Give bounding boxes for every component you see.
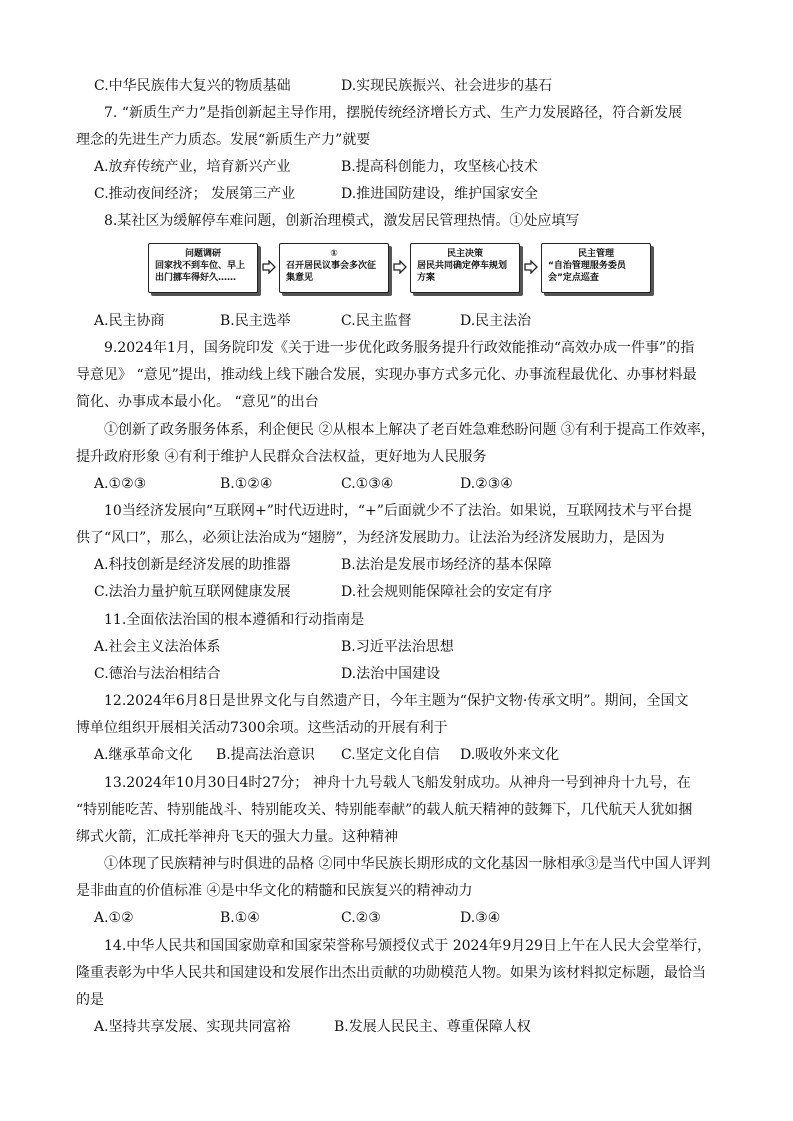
flow-arrow-3 — [524, 260, 538, 274]
q9-items-line1: ①创新了政务服务体系，利企便民 ②从根本上解决了老百姓急难愁盼问题 ③有利于提高工作效率， — [104, 422, 715, 438]
q11-option-b: B.习近平法治思想 — [341, 639, 454, 655]
flow-box-blank — [279, 243, 389, 293]
q14-option-b: B.发展人民民主、尊重保障人权 — [334, 1019, 531, 1035]
q11-stem: 11.全面依法治国的根本遵循和行动指南是 — [104, 612, 365, 628]
flow-box-blank-title: ① — [330, 249, 338, 259]
q12-option-d: D.吸收外来文化 — [460, 747, 560, 763]
q12-stem-line1: 12.2024年6月8日是世界文化与自然遗产日，今年主题为“保护文物·传承文明”。期间，全国文 — [104, 693, 689, 709]
q13-items-line2: 是非曲直的价值标准 ④是中华文化的精髓和民族复兴的精神动力 — [76, 883, 473, 899]
q8-option-b: B.民主选举 — [220, 313, 291, 329]
flow-box-decision-text: 居民共同确定停车规划方案 — [417, 261, 508, 283]
q13-items-line1: ①体现了民族精神与时俱进的品格 ②同中华民族长期形成的文化基因一脉相承③是当代中国人评判 — [104, 856, 711, 872]
flow-diagram — [148, 243, 648, 299]
flow-box-survey — [148, 243, 258, 293]
flow-box-management — [541, 243, 651, 293]
q7-option-a: A.放弃传统产业，培育新兴产业 — [94, 159, 291, 175]
q13-stem-line1: 13.2024年10月30日4时27分； 神舟十九号载人飞船发射成功。从神舟一号到神舟十九号，在 — [104, 775, 691, 791]
q11-option-c: C.德治与法治相结合 — [94, 666, 221, 682]
q9-stem-line2: 导意见》 “意见”提出，推动线上线下融合发展，实现办事方式多元化、办事流程最优化、办事材料最 — [76, 367, 697, 383]
flow-arrow-1 — [262, 260, 276, 274]
q7-option-c: C.推动夜间经济； 发展第三产业 — [94, 186, 296, 202]
q8-stem: 8.某社区为缓解停车难问题，创新治理模式，激发居民管理热情。①处应填写 — [104, 213, 580, 229]
q9-stem-line3: 简化、办事成本最小化。 “意见”的出台 — [76, 394, 319, 410]
flow-box-decision-title: 民主决策 — [446, 249, 483, 259]
q14-stem-line3: 的是 — [76, 992, 104, 1008]
q11-option-a: A.社会主义法治体系 — [94, 639, 221, 655]
q7-option-d: D.推进国防建设，维护国家安全 — [341, 186, 539, 202]
q10-stem-line1: 10当经济发展向“互联网+”时代迈进时，“+”后面就少不了法治。如果说，互联网技术与平台提 — [104, 503, 692, 519]
flow-box-survey-title: 问题调研 — [184, 249, 221, 259]
q10-option-d: D.社会规则能保障社会的安定有序 — [341, 584, 553, 600]
flow-box-decision — [410, 243, 520, 293]
flow-arrow-2 — [393, 260, 407, 274]
q9-option-a: A.①②③ — [94, 476, 147, 492]
flow-box-survey-text: 回家找不到车位、早上出门挪车得好久…… — [155, 261, 246, 283]
q7-option-b: B.提高科创能力，攻坚核心技术 — [341, 159, 538, 175]
q9-items-line2: 提升政府形象 ④有利于维护人民群众合法权益，更好地为人民服务 — [76, 449, 487, 465]
q13-option-c: C.②③ — [341, 910, 381, 926]
q12-option-c: C.坚定文化自信 — [341, 747, 440, 763]
q8-option-a: A.民主协商 — [94, 313, 165, 329]
q9-stem-line1: 9.2024年1月，国务院印发《关于进一步优化政务服务提升行政效能推动“高效办成一件事”的指 — [104, 340, 695, 356]
q14-stem-line2: 隆重表彰为中华人民共和国建设和发展作出杰出贡献的功勋模范人物。如果为该材料拟定标题，最恰当 — [76, 965, 706, 981]
q6-option-c: C.中华民族伟大复兴的物质基础 — [94, 78, 291, 94]
q13-stem-line3: 绑式火箭，汇成托举神舟飞天的强大力量。这种精神 — [76, 829, 398, 845]
q13-stem-line2: “特别能吃苦、特别能战斗、特别能攻关、特别能奉献”的载人航天精神的鼓舞下，几代航天人犹如捆 — [76, 802, 693, 818]
q9-option-c: C.①③④ — [341, 476, 394, 492]
q10-option-c: C.法治力量护航互联网健康发展 — [94, 584, 291, 600]
q6-option-d: D.实现民族振兴、社会进步的基石 — [341, 78, 553, 94]
q10-option-b: B.法治是发展市场经济的基本保障 — [341, 557, 552, 573]
q10-option-a: A.科技创新是经济发展的助推器 — [94, 557, 291, 573]
q13-option-a: A.①② — [94, 910, 134, 926]
q12-option-b: B.提高法治意识 — [216, 747, 315, 763]
flow-box-management-title: 民主管理 — [577, 249, 614, 259]
flow-box-blank-text: 召开居民议事会多次征集意见 — [286, 261, 377, 283]
q8-option-d: D.民主法治 — [460, 313, 532, 329]
q10-stem-line2: 供了“风口”，那么，必须让法治成为“翅膀”，为经济发展助力。让法治为经济发展助力，是因为 — [76, 530, 665, 546]
q12-option-a: A.继承革命文化 — [94, 747, 193, 763]
q9-option-d: D.②③④ — [460, 476, 513, 492]
q12-stem-line2: 博单位组织开展相关活动7300余项。这些活动的开展有利于 — [76, 720, 448, 736]
q14-stem-line1: 14.中华人民共和国国家勋章和国家荣誉称号颁授仪式于 2024年9月29日上午在人民大会堂举行， — [104, 938, 712, 954]
q7-stem-line1: 7. “新质生产力”是指创新起主导作用，摆脱传统经济增长方式、生产力发展路径，符合新发展 — [104, 105, 683, 121]
q8-option-c: C.民主监督 — [341, 313, 412, 329]
q9-option-b: B.①②④ — [220, 476, 273, 492]
q13-option-d: D.③④ — [460, 910, 501, 926]
flow-box-management-text: “自治管理服务委员会”定点巡查 — [548, 261, 626, 283]
q7-stem-line2: 理念的先进生产力质态。发展“新质生产力”就要 — [76, 132, 371, 148]
q13-option-b: B.①④ — [220, 910, 260, 926]
q14-option-a: A.坚持共享发展、实现共同富裕 — [94, 1019, 291, 1035]
q11-option-d: D.法治中国建设 — [341, 666, 441, 682]
